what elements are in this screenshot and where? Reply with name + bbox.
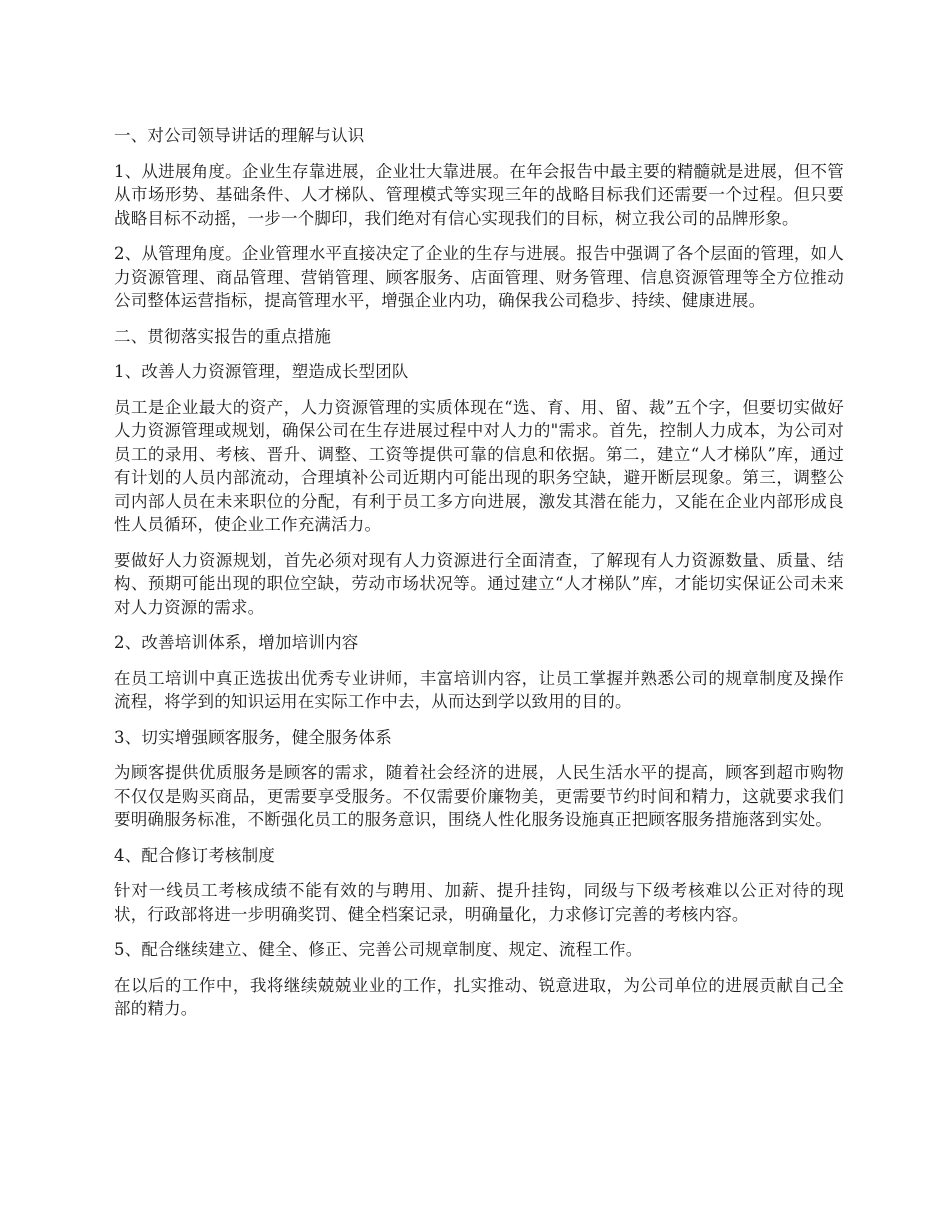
subheading-training: 2、改善培训体系，增加培训内容 (114, 633, 359, 652)
paragraph-hr-assets: 员工是企业最大的资产，人力资源管理的实质体现在“选、育、用、留、裁”五个字，但要切实做好人力资源管理或规划，确保公司在生存进展过程中对人力的"需求。首先，控制人力成本，为公司对员工的录用、考核、晋升、调整、工资等提供可靠的信息和依据。第二，建立“人才梯队”库，通过有计划的人员内部流动，合理填补公司近期内可能出现的职务空缺，避开断层现象。第三，调整公司内部人员在未来职位的分配，有利于员工多方向进展，激发其潜在能力，又能在企业内部形成良性人员循环，使企业工作充满活力。 (114, 397, 844, 534)
paragraph-assessment: 针对一线员工考核成绩不能有效的与聘用、加薪、提升挂钩，同级与下级考核难以公正对待的现状，行政部将进一步明确奖罚、健全档案记录，明确量化，力求修订完善的考核内容。 (114, 881, 844, 924)
paragraph-management: 2、从管理角度。企业管理水平直接决定了企业的生存与进展。报告中强调了各个层面的管理，如人力资源管理、商品管理、营销管理、顾客服务、店面管理、财务管理、信息资源管理等全方位推动公司整体运营指标，提高管理水平，增强企业内功，确保我公司稳步、持续、健康进展。 (114, 244, 844, 310)
subheading-regulations: 5、配合继续建立、健全、修正、完善公司规章制度、规定、流程工作。 (114, 940, 643, 959)
paragraph-closing: 在以后的工作中，我将继续兢兢业业的工作，扎实推动、锐意进取，为公司单位的进展贡献自己全部的精力。 (114, 975, 844, 1018)
document-body (114, 124, 844, 1033)
paragraph-development: 1、从进展角度。企业生存靠进展，企业壮大靠进展。在年会报告中最主要的精髓就是进展，但不管从市场形势、基础条件、人才梯队、管理模式等实现三年的战略目标我们还需要一个过程。但只要战略目标不动摇，一步一个脚印，我们绝对有信心实现我们的目标，树立我公司的品牌形象。 (114, 161, 844, 228)
paragraph-training: 在员工培训中真正选拔出优秀专业讲师，丰富培训内容，让员工掌握并熟悉公司的规章制度及操作流程，将学到的知识运用在实际工作中去，从而达到学以致用的目的。 (114, 668, 844, 711)
subheading-assessment: 4、配合修订考核制度 (114, 845, 275, 865)
section-heading-1: 一、对公司领导讲话的理解与认识 (114, 126, 365, 145)
paragraph-service: 为顾客提供优质服务是顾客的需求，随着社会经济的进展，人民生活水平的提高，顾客到超市购物不仅仅是购买商品，更需要享受服务。不仅需要价廉物美，更需要节约时间和精力，这就要求我们要明确服务标准，不断强化员工的服务意识，围绕人性化服务设施真正把顾客服务措施落到实处。 (114, 763, 844, 829)
subheading-service: 3、切实增强顾客服务，健全服务体系 (114, 727, 392, 747)
paragraph-hr-planning: 要做好人力资源规划，首先必须对现有人力资源进行全面清查，了解现有人力资源数量、质量、结构、预期可能出现的职位空缺，劳动市场状况等。通过建立“人才梯队”库，才能切实保证公司未来对人力资源的需求。 (114, 550, 844, 617)
subheading-hr: 1、改善人力资源管理，塑造成长型团队 (114, 362, 409, 381)
section-heading-2: 二、贯彻落实报告的重点措施 (114, 326, 332, 346)
